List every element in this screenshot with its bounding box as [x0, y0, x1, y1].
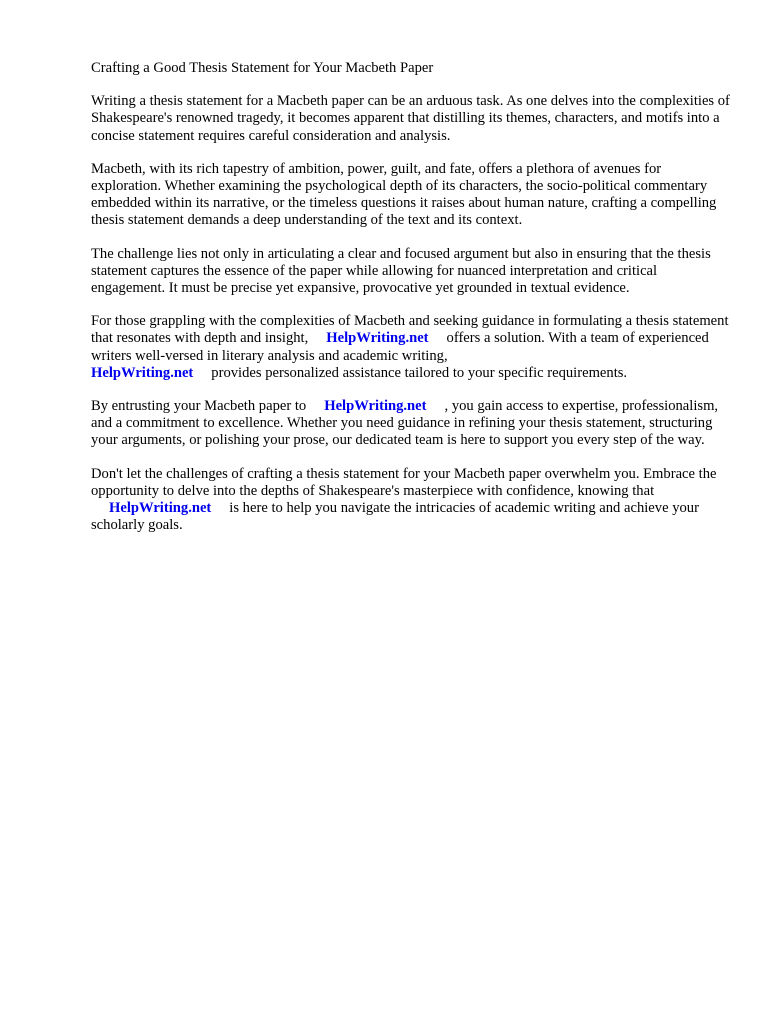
paragraph-entrusting-text-1: By entrusting your Macbeth paper to [91, 398, 307, 415]
paragraph-entrusting-text-2: , you gain access to expertise, professionalism, and a commitment to excellence. Whether you need guidance in refining your thesis statement, structuring your arguments, or polishing your prose, our dedicated team is here to support you every step of the way. [91, 398, 719, 449]
paragraph-solution [91, 313, 731, 382]
paragraph-intro: Writing a thesis statement for a Macbeth paper can be an arduous task. As one delves into the complexities of Shakespeare's renowned tragedy, it becomes apparent that distilling its themes, characters, and motifs into a concise statement requires careful consideration and analysis. [91, 93, 730, 144]
paragraph-solution-text-1: For those grappling with the complexities of Macbeth and seeking guidance in formulating a thesis statement that resonates with depth and insight, [91, 313, 729, 347]
paragraph-closing-text-1: Don't let the challenges of crafting a thesis statement for your Macbeth paper overwhelm you. Embrace the opportunity to delve into the depths of Shakespeare's masterpiece with confidence, knowing that [91, 465, 717, 499]
paragraph-closing [91, 466, 731, 535]
paragraph-solution-text-2: offers a solution. With a team of experienced writers well-versed in literary analysis and academic writing, [91, 330, 709, 364]
document-title: Crafting a Good Thesis Statement for Your Macbeth Paper [91, 60, 434, 76]
paragraph-themes: Macbeth, with its rich tapestry of ambition, power, guilt, and fate, offers a plethora of avenues for exploration. Whether examining the psychological depth of its characters, the socio-political commentary embedded within its narrative, or the timeless questions it raises about human nature, crafting a compelling thesis statement demands a deep understanding of the text and its context. [91, 160, 717, 229]
paragraph-solution-text-3: provides personalized assistance tailored to your specific requirements. [211, 364, 628, 381]
helpwriting-link[interactable]: HelpWriting.net [324, 398, 427, 415]
helpwriting-link[interactable]: HelpWriting.net [109, 500, 212, 517]
document-page [91, 60, 731, 550]
helpwriting-link[interactable]: HelpWriting.net [326, 330, 429, 347]
paragraph-entrusting [91, 398, 731, 450]
paragraph-closing-text-2: is here to help you navigate the intricacies of academic writing and achieve your scholarly goals. [91, 500, 699, 534]
helpwriting-link[interactable]: HelpWriting.net [91, 364, 194, 381]
paragraph-challenge: The challenge lies not only in articulating a clear and focused argument but also in ensuring that the thesis statement captures the essence of the paper while allowing for nuanced interpretation and critical engagement. It must be precise yet expansive, provocative yet grounded in textual evidence. [91, 245, 711, 297]
